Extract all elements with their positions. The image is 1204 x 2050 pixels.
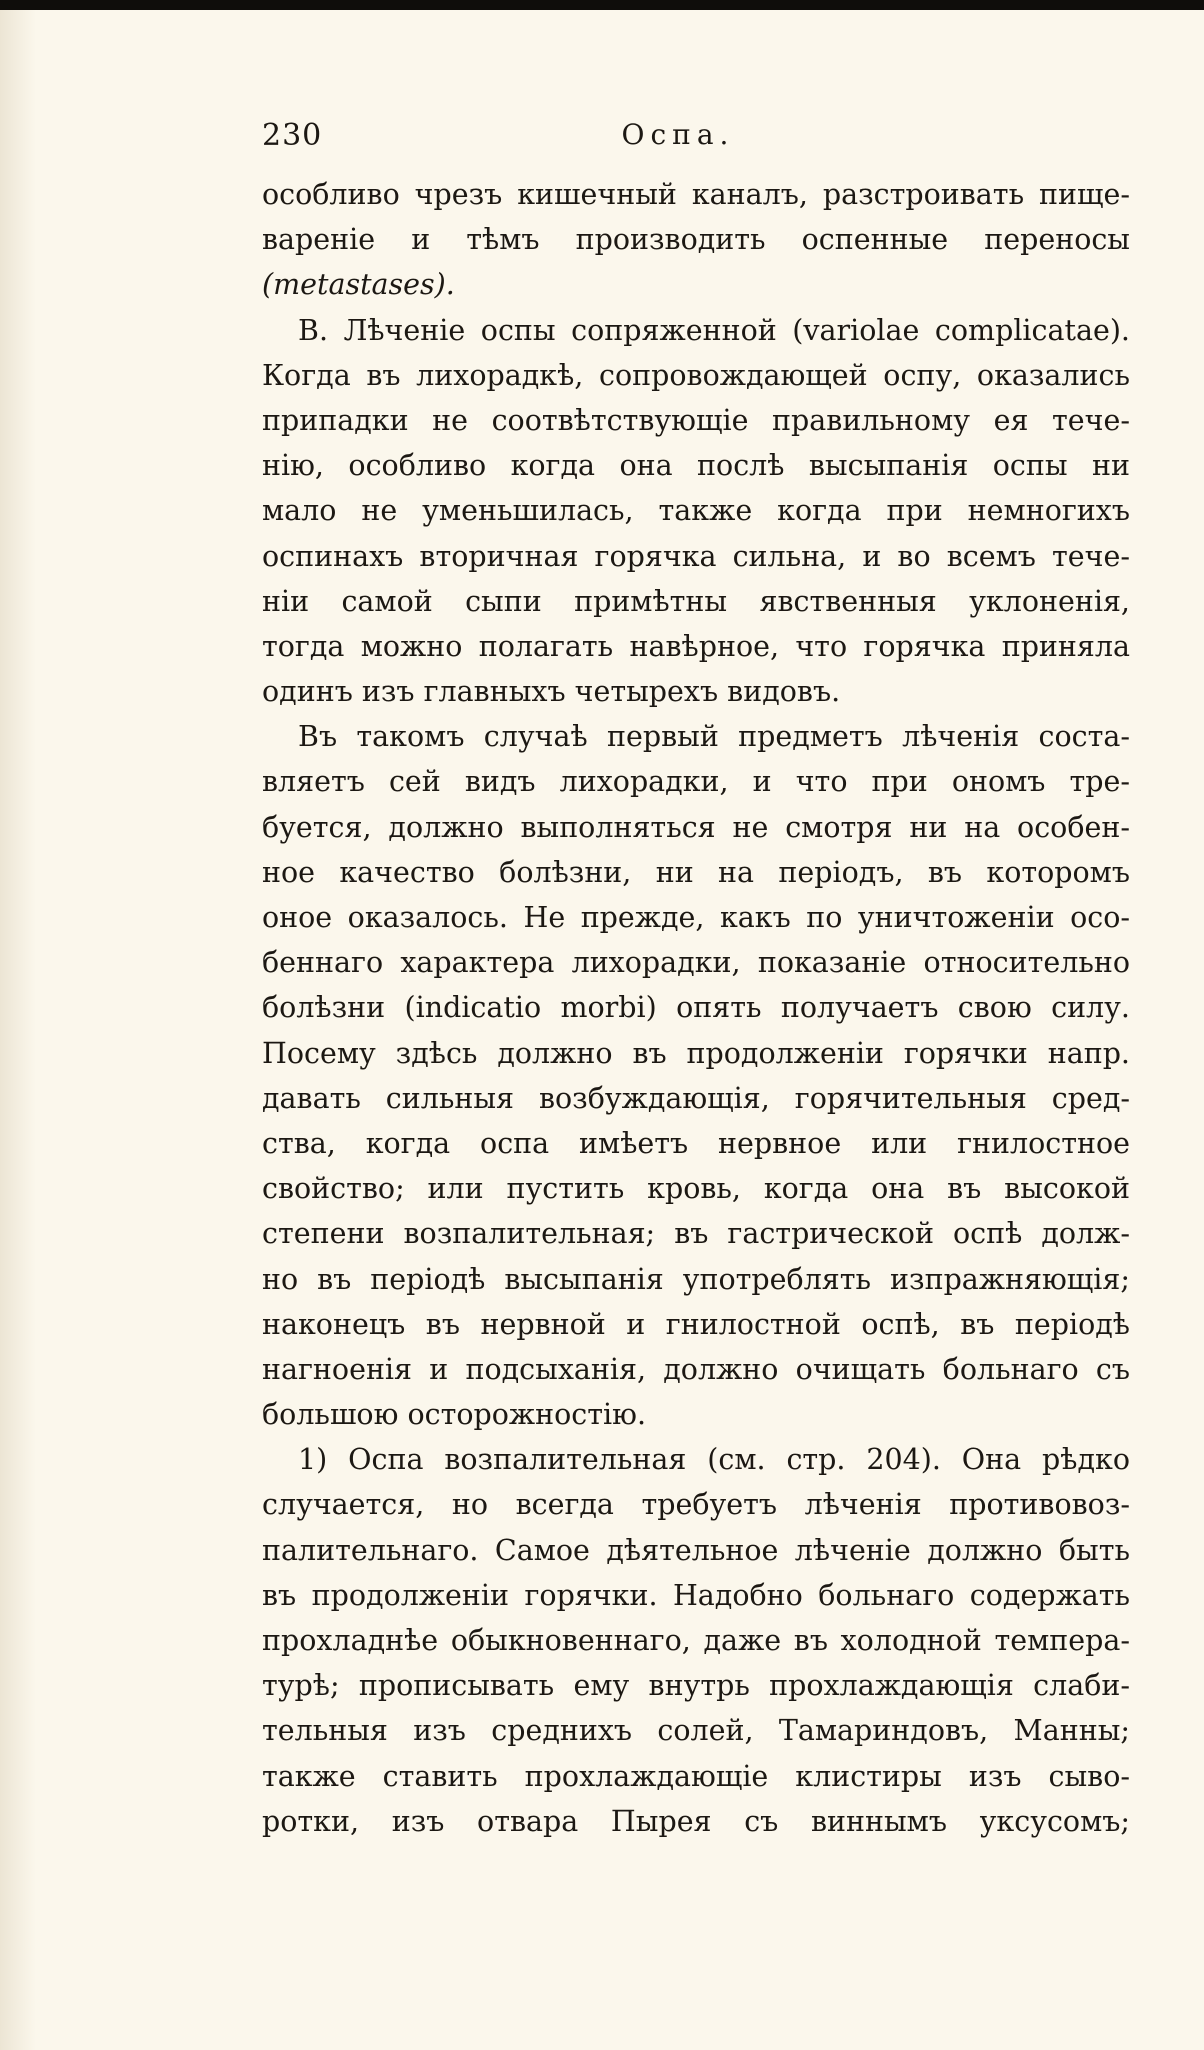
text-line: давать сильныя возбуждающія, горячительныя сред- [262, 1081, 1130, 1115]
text-line: Въ такомъ случаѣ первый предметъ лѣченія соста- [298, 720, 1130, 754]
running-head [262, 118, 1094, 162]
body-text [262, 172, 1130, 1844]
text-line: тельныя изъ среднихъ солей, Тамариндовъ, Манны; [262, 1714, 1130, 1748]
text-line: турѣ; прописывать ему внутрь прохлаждающія слаби- [262, 1669, 1130, 1703]
text-line: случается, но всегда требуетъ лѣченія противовоз- [262, 1488, 1130, 1522]
text-line: припадки не соотвѣтствующіе правильному ея тече- [262, 403, 1130, 437]
running-title: Оспа. [621, 118, 735, 151]
text-line: Когда въ лихорадкѣ, сопровождающей оспу, оказались [262, 358, 1130, 392]
text-line: ніи самой сыпи примѣтны явственныя уклоненія, [262, 584, 1130, 618]
text-line: свойство; или пустить кровь, когда она въ высокой [262, 1172, 1130, 1206]
text-line: прохладнѣе обыкновеннаго, даже въ холодной темпера- [262, 1624, 1130, 1657]
section-heading-line: В. Лѣченіе оспы сопряженной (variolae complicatae). [298, 313, 1130, 347]
text-line: тогда можно полагать навѣрное, что горячка приняла [262, 629, 1130, 663]
text-line: оное оказалось. Не прежде, какъ по уничтоженіи осо- [262, 901, 1130, 934]
text-line: степени возпалительная; въ гастрической оспѣ долж- [262, 1217, 1130, 1251]
text-line: ротки, изъ отвара Пырея съ виннымъ уксусомъ; [262, 1804, 1130, 1838]
text-line: ное качество болѣзни, ни на періодъ, въ которомъ [262, 855, 1130, 889]
text-line: беннаго характера лихорадки, показаніе относительно [262, 946, 1130, 980]
text-line: буется, должно выполняться не смотря ни на особен- [262, 810, 1130, 844]
text-line: палительнаго. Самое дѣятельное лѣченіе должно быть [262, 1533, 1130, 1567]
text-line: нагноенія и подсыханія, должно очищать больнаго съ [262, 1352, 1130, 1386]
text-line: также ставить прохлаждающіе клистиры изъ сыво- [262, 1759, 1130, 1793]
text-line: наконецъ въ нервной и гнилостной оспѣ, въ періодѣ [262, 1307, 1130, 1341]
text-line: ства, когда оспа имѣетъ нервное или гнилостное [262, 1126, 1130, 1160]
text-line: одинъ изъ главныхъ четырехъ видовъ. [262, 675, 841, 709]
text-line: мало не уменьшилась, также когда при немногихъ [262, 494, 1130, 528]
numbered-item-line: 1) Оспа возпалительная (см. стр. 204). Она рѣдко [298, 1443, 1130, 1477]
text-line: большою осторожностію. [262, 1398, 646, 1432]
text-line: вляетъ сей видъ лихорадки, и что при ономъ тре- [262, 765, 1130, 799]
text-line: Посему здѣсь должно въ продолженіи горячки напр. [262, 1036, 1130, 1070]
text-line: болѣзни (indicatio morbi) опять получаетъ свою силу. [262, 991, 1130, 1025]
text-line: (metastases). [262, 268, 455, 302]
text-line: нію, особливо когда она послѣ высыпанія оспы ни [262, 449, 1130, 483]
page-number: 230 [262, 118, 323, 153]
text-line: въ продолженіи горячки. Надобно больнаго содержать [262, 1578, 1130, 1612]
text-line: особливо чрезъ кишечный каналъ, разстроивать пище- [262, 178, 1130, 211]
text-line: но въ періодѣ высыпанія употреблять изпражняющія; [262, 1262, 1130, 1296]
text-line: вареніе и тѣмъ производить оспенные переносы [262, 223, 1130, 257]
text-line: оспинахъ вторичная горячка сильна, и во всемъ тече- [262, 539, 1130, 573]
